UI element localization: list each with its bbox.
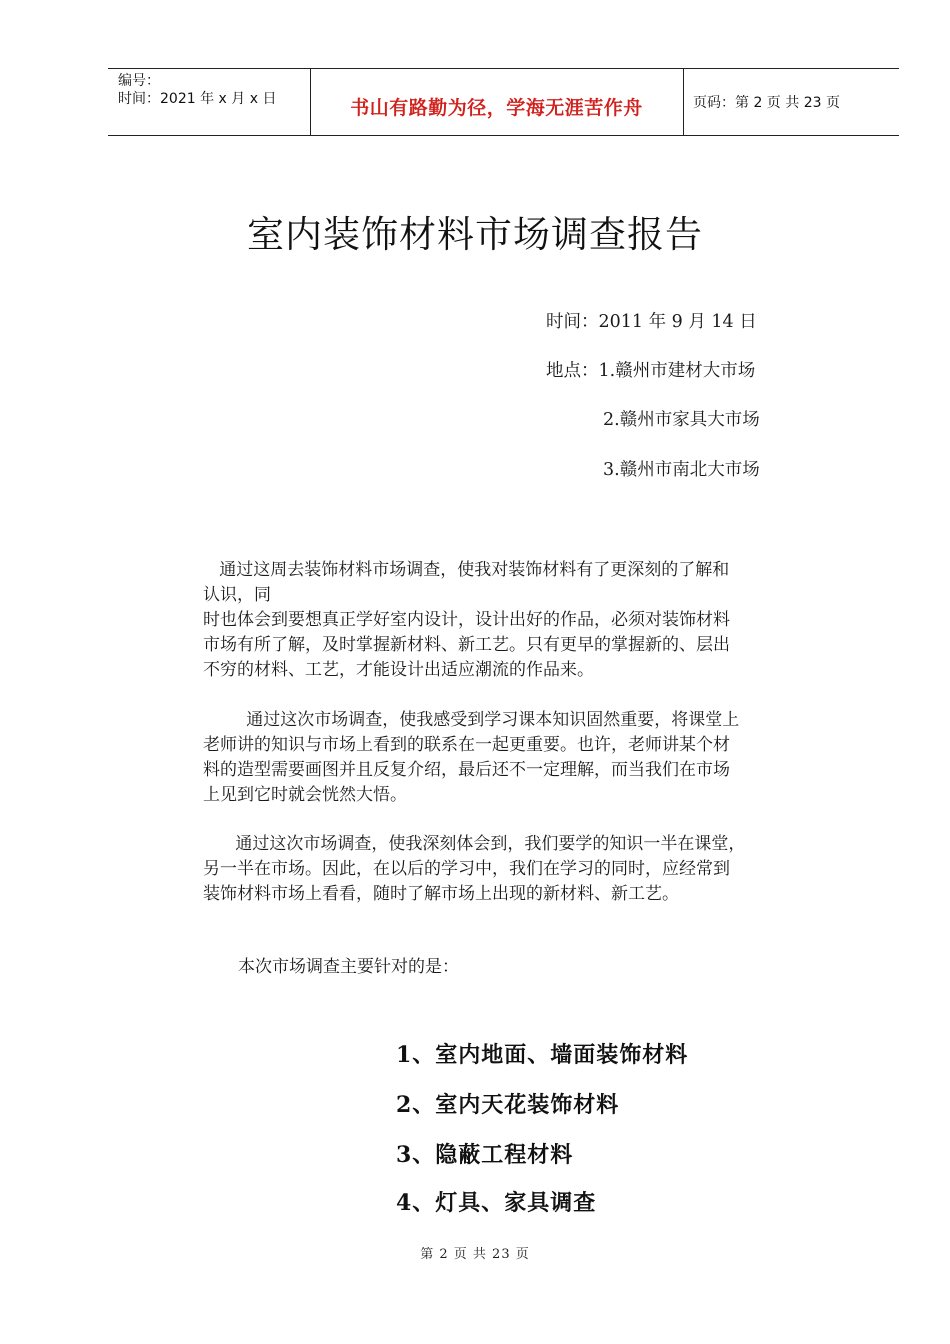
- header-table: [108, 68, 899, 136]
- header-middle-cell: [310, 69, 684, 135]
- header-left-cell: [108, 69, 311, 135]
- paragraph-line: 另一半在市场。因此，在以后的学习中，我们在学习的同时，应经常到: [203, 859, 730, 879]
- focus-item-4: 4、灯具、家具调查: [396, 1190, 597, 1216]
- paragraph-3: [203, 832, 823, 907]
- paragraph-line: 老师讲的知识与市场上看到的联系在一起更重要。也许，老师讲某个材: [203, 735, 730, 755]
- paragraph-line: 装饰材料市场上看看，随时了解市场上出现的新材料、新工艺。: [203, 884, 679, 904]
- survey-time: 时间：2011 年 9 月 14 日: [546, 312, 757, 332]
- serial-label: 编号：: [118, 73, 160, 89]
- document-title: 室内装饰材料市场调查报告: [247, 213, 703, 256]
- survey-location-1: 地点：1.赣州市建材大市场: [546, 361, 756, 381]
- focus-item-2: 2、室内天花装饰材料: [396, 1092, 620, 1118]
- paragraph-line: 不穷的材料、工艺，才能设计出适应潮流的作品来。: [203, 660, 594, 680]
- paragraph-1: [203, 558, 823, 683]
- motto: 书山有路勤为径，学海无涯苦作舟: [350, 97, 643, 119]
- focus-intro: 本次市场调查主要针对的是：: [238, 957, 459, 977]
- paragraph-line: 通过这次市场调查，使我感受到学习课本知识固然重要，将课堂上: [203, 710, 740, 730]
- focus-item-1: 1、室内地面、墙面装饰材料: [396, 1042, 689, 1068]
- survey-location-3: 3.赣州市南北大市场: [603, 460, 760, 480]
- paragraph-line: 料的造型需要画图并且反复介绍，最后还不一定理解，而当我们在市场: [203, 760, 730, 780]
- focus-item-3: 3、隐蔽工程材料: [396, 1142, 574, 1168]
- page-label: 页码：第 2 页 共 23 页: [693, 95, 840, 111]
- paragraph-line: 时也体会到要想真正学好室内设计，设计出好的作品，必须对装饰材料: [203, 610, 730, 630]
- date-label: 时间：2021 年 x 月 x 日: [118, 91, 277, 107]
- paragraph-line: 上见到它时就会恍然大悟。: [203, 785, 407, 805]
- paragraph-line: 通过这次市场调查，使我深刻体会到，我们要学的知识一半在课堂，: [203, 834, 746, 854]
- paragraph-line: 认识，同: [203, 585, 271, 605]
- paragraph-line: 市场有所了解，及时掌握新材料、新工艺。只有更早的掌握新的、层出: [203, 635, 730, 655]
- header-right-cell: [683, 69, 899, 135]
- paragraph-line: 通过这周去装饰材料市场调查，使我对装饰材料有了更深刻的了解和: [203, 560, 730, 580]
- page-footer: 第 2 页 共 23 页: [420, 1247, 530, 1262]
- survey-location-2: 2.赣州市家具大市场: [603, 410, 760, 430]
- paragraph-2: [203, 708, 823, 808]
